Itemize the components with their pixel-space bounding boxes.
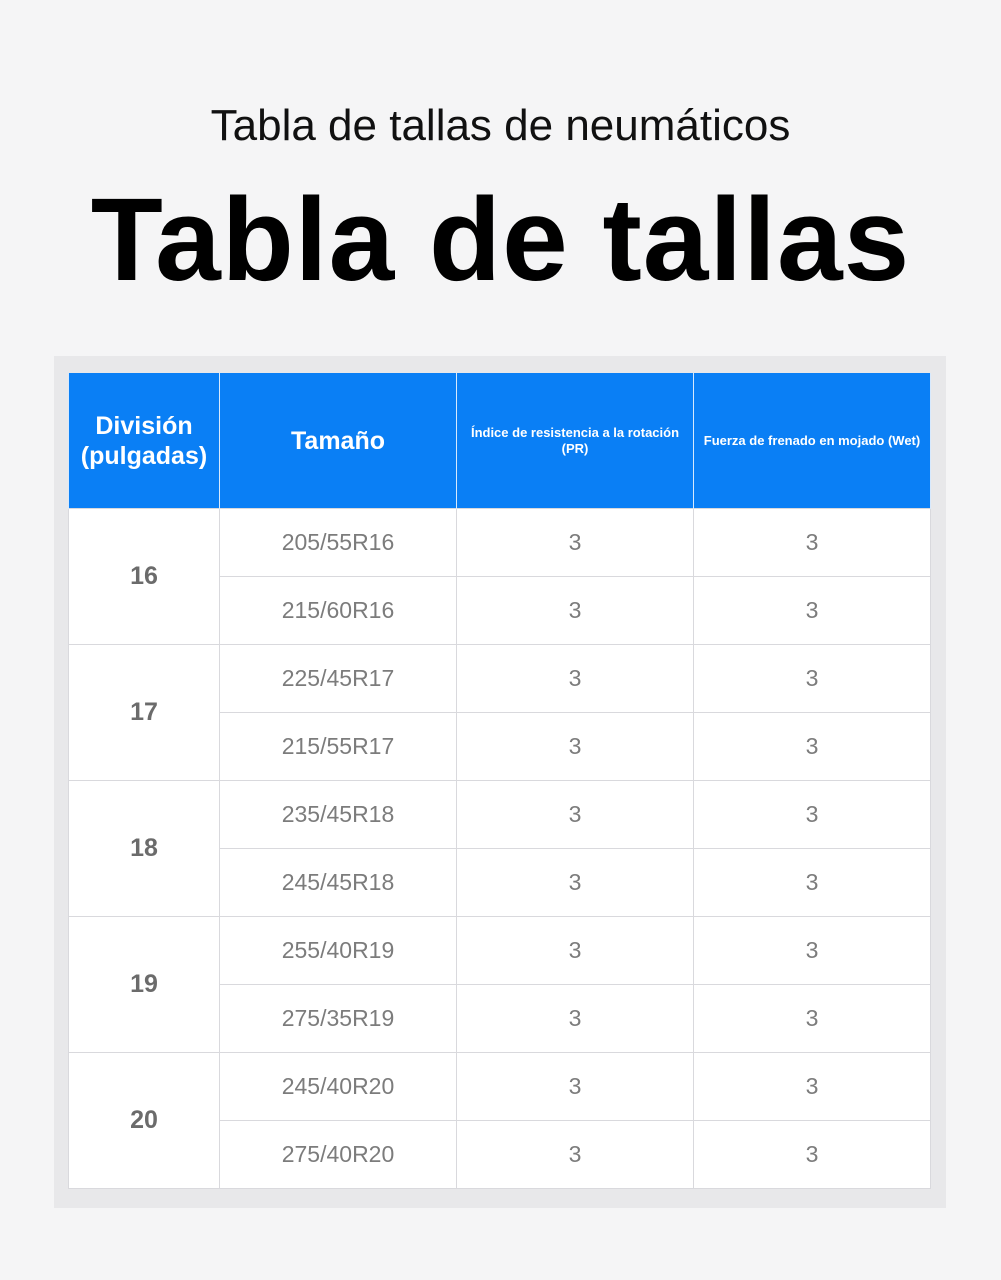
wet-cell: 3	[694, 1053, 931, 1121]
division-cell: 17	[69, 645, 220, 781]
size-cell: 215/55R17	[220, 713, 457, 781]
pr-cell: 3	[457, 781, 694, 849]
wet-cell: 3	[694, 1121, 931, 1189]
division-cell: 16	[69, 509, 220, 645]
pr-cell: 3	[457, 509, 694, 577]
column-header-division: División (pulgadas)	[69, 373, 220, 509]
division-cell: 19	[69, 917, 220, 1053]
table-row	[69, 645, 931, 713]
column-header-wet-braking: Fuerza de frenado en mojado (Wet)	[694, 373, 931, 509]
wet-cell: 3	[694, 917, 931, 985]
size-cell: 255/40R19	[220, 917, 457, 985]
pr-cell: 3	[457, 917, 694, 985]
column-header-rolling-resistance: Índice de resistencia a la rotación (PR)	[457, 373, 694, 509]
division-cell: 18	[69, 781, 220, 917]
table-row	[69, 1053, 931, 1121]
pr-cell: 3	[457, 577, 694, 645]
table-row	[69, 917, 931, 985]
size-cell: 275/40R20	[220, 1121, 457, 1189]
table-row	[69, 509, 931, 577]
wet-cell: 3	[694, 849, 931, 917]
wet-cell: 3	[694, 509, 931, 577]
wet-cell: 3	[694, 645, 931, 713]
wet-cell: 3	[694, 781, 931, 849]
pr-cell: 3	[457, 1121, 694, 1189]
pr-cell: 3	[457, 985, 694, 1053]
wet-cell: 3	[694, 713, 931, 781]
size-cell: 215/60R16	[220, 577, 457, 645]
division-cell: 20	[69, 1053, 220, 1189]
size-cell: 245/40R20	[220, 1053, 457, 1121]
size-cell: 235/45R18	[220, 781, 457, 849]
table-row	[69, 781, 931, 849]
wet-cell: 3	[694, 577, 931, 645]
page-subtitle: Tabla de tallas de neumáticos	[210, 101, 791, 150]
pr-cell: 3	[457, 713, 694, 781]
size-cell: 275/35R19	[220, 985, 457, 1053]
size-cell: 205/55R16	[220, 509, 457, 577]
size-table	[68, 373, 931, 1189]
table-header-row	[69, 373, 931, 509]
size-cell: 225/45R17	[220, 645, 457, 713]
pr-cell: 3	[457, 1053, 694, 1121]
pr-cell: 3	[457, 849, 694, 917]
pr-cell: 3	[457, 645, 694, 713]
page-title: Tabla de tallas	[90, 174, 911, 306]
wet-cell: 3	[694, 985, 931, 1053]
column-header-size: Tamaño	[220, 373, 457, 509]
size-cell: 245/45R18	[220, 849, 457, 917]
